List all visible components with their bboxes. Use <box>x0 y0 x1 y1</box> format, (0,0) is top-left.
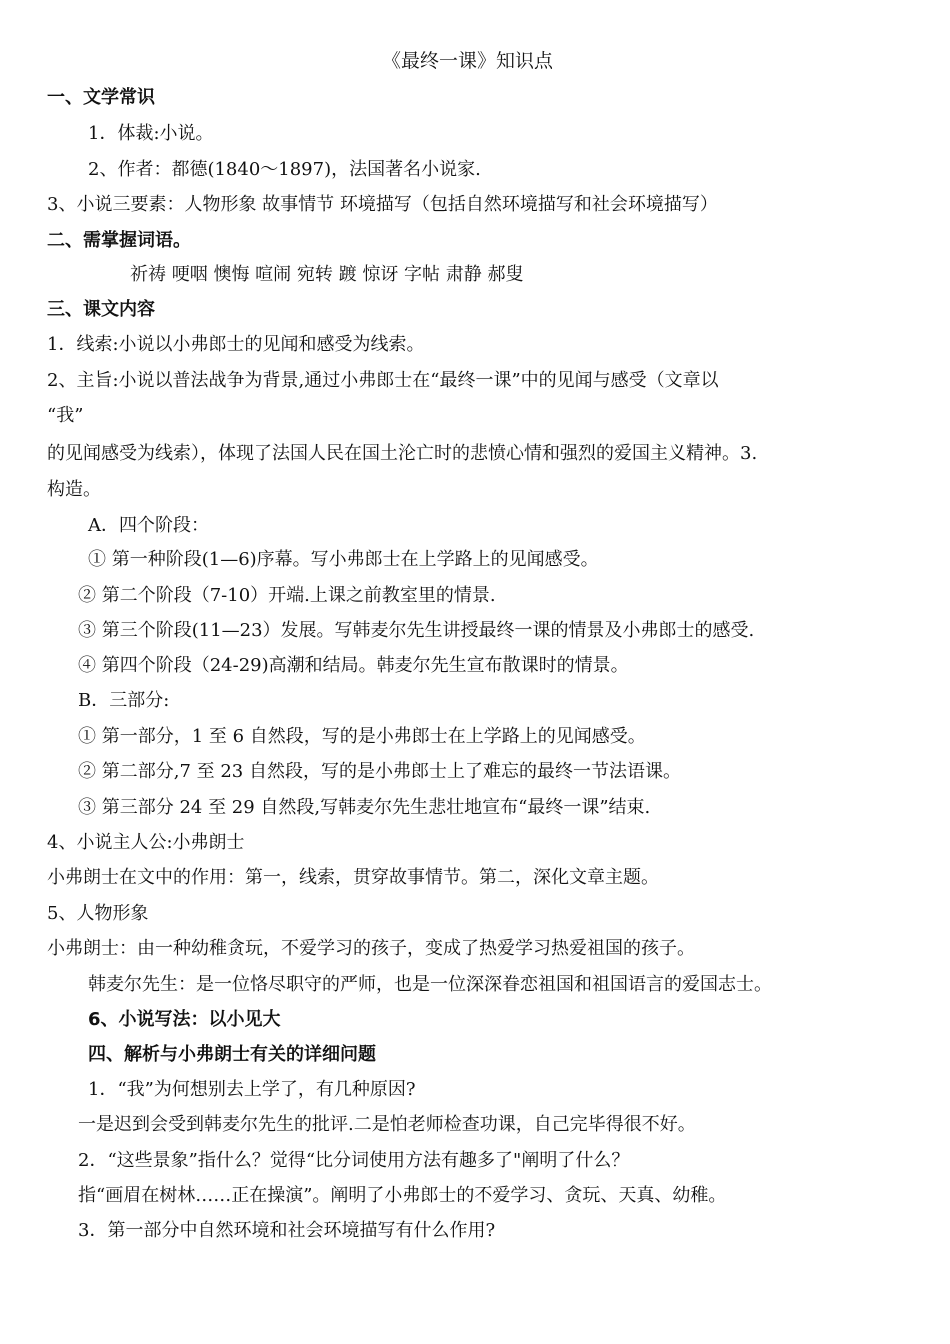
section-heading-4: 四、解析与小弗朗士有关的详细问题 <box>88 1044 376 1065</box>
text-line: 2、主旨:小说以普法战争为背景,通过小弗郎士在“最终一课”中的见闻与感受（文章以 <box>47 370 719 391</box>
text-line: 3、小说三要素：人物形象 故事情节 环境描写（包括自然环境描写和社会环境描写） <box>47 194 718 215</box>
text-line: 2、作者：都德(1840～1897)，法国著名小说家. <box>88 159 481 180</box>
question-line: 3．第一部分中自然环境和社会环境描写有什么作用? <box>78 1220 496 1241</box>
list-item: ② 第二个阶段（7-10）开端.上课之前教室里的情景. <box>78 585 496 606</box>
document-title: 《最终一课》知识点 <box>382 50 554 72</box>
vocabulary-line: 祈祷 哽咽 懊悔 喧闹 宛转 踱 惊讶 字帖 肃静 郝叟 <box>130 264 524 285</box>
text-line: 5、人物形象 <box>47 903 149 924</box>
question-line: 1．“我”为何想别去上学了，有几种原因? <box>88 1079 416 1100</box>
section-heading-1: 一、文学常识 <box>47 87 155 108</box>
list-item: ④ 第四个阶段（24-29)高潮和结局。韩麦尔先生宣布散课时的情景。 <box>78 655 629 676</box>
subheading: 6、小说写法：以小见大 <box>88 1009 281 1030</box>
text-line: 的见闻感受为线索），体现了法国人民在国土沦亡时的悲愤心情和强烈的爱国主义精神。3. <box>47 443 758 464</box>
text-line: “我” <box>47 405 84 426</box>
list-item: ② 第二部分,7 至 23 自然段，写的是小弗郎士上了难忘的最终一节法语课。 <box>78 761 681 782</box>
text-line: 1．线索:小说以小弗郎士的见闻和感受为线索。 <box>47 334 425 355</box>
section-heading-2: 二、需掌握词语。 <box>47 230 191 251</box>
list-item: ① 第一种阶段(1—6)序幕。写小弗郎士在上学路上的见闻感受。 <box>88 549 599 570</box>
answer-line: 指“画眉在树林……正在操演”。阐明了小弗郎士的不爱学习、贪玩、天真、幼稚。 <box>78 1185 727 1206</box>
text-line: 4、小说主人公:小弗朗士 <box>47 832 245 853</box>
answer-line: 一是迟到会受到韩麦尔先生的批评.二是怕老师检查功课，自己完毕得很不好。 <box>78 1114 696 1135</box>
text-line: 小弗朗士：由一种幼稚贪玩，不爱学习的孩子，变成了热爱学习热爱祖国的孩子。 <box>47 938 695 959</box>
text-line: 韩麦尔先生：是一位恪尽职守的严师，也是一位深深眷恋祖国和祖国语言的爱国志士。 <box>88 974 772 995</box>
text-line: 小弗朗士在文中的作用：第一，线索，贯穿故事情节。第二，深化文章主题。 <box>47 867 659 888</box>
list-item: ③ 第三部分 24 至 29 自然段,写韩麦尔先生悲壮地宣布“最终一课”结束. <box>78 797 651 818</box>
text-line: 构造。 <box>47 479 101 500</box>
list-item: ③ 第三个阶段(11—23）发展。写韩麦尔先生讲授最终一课的情景及小弗郎士的感受. <box>78 620 755 641</box>
section-heading-3: 三、课文内容 <box>47 299 155 320</box>
text-line: A．四个阶段： <box>88 515 209 536</box>
text-line: 1．体裁:小说。 <box>88 123 214 144</box>
text-line: B．三部分: <box>78 690 170 711</box>
question-line: 2．“这些景象”指什么？觉得“比分词使用方法有趣多了"阐明了什么？ <box>78 1150 630 1171</box>
list-item: ① 第一部分，1 至 6 自然段，写的是小弗郎士在上学路上的见闻感受。 <box>78 726 646 747</box>
